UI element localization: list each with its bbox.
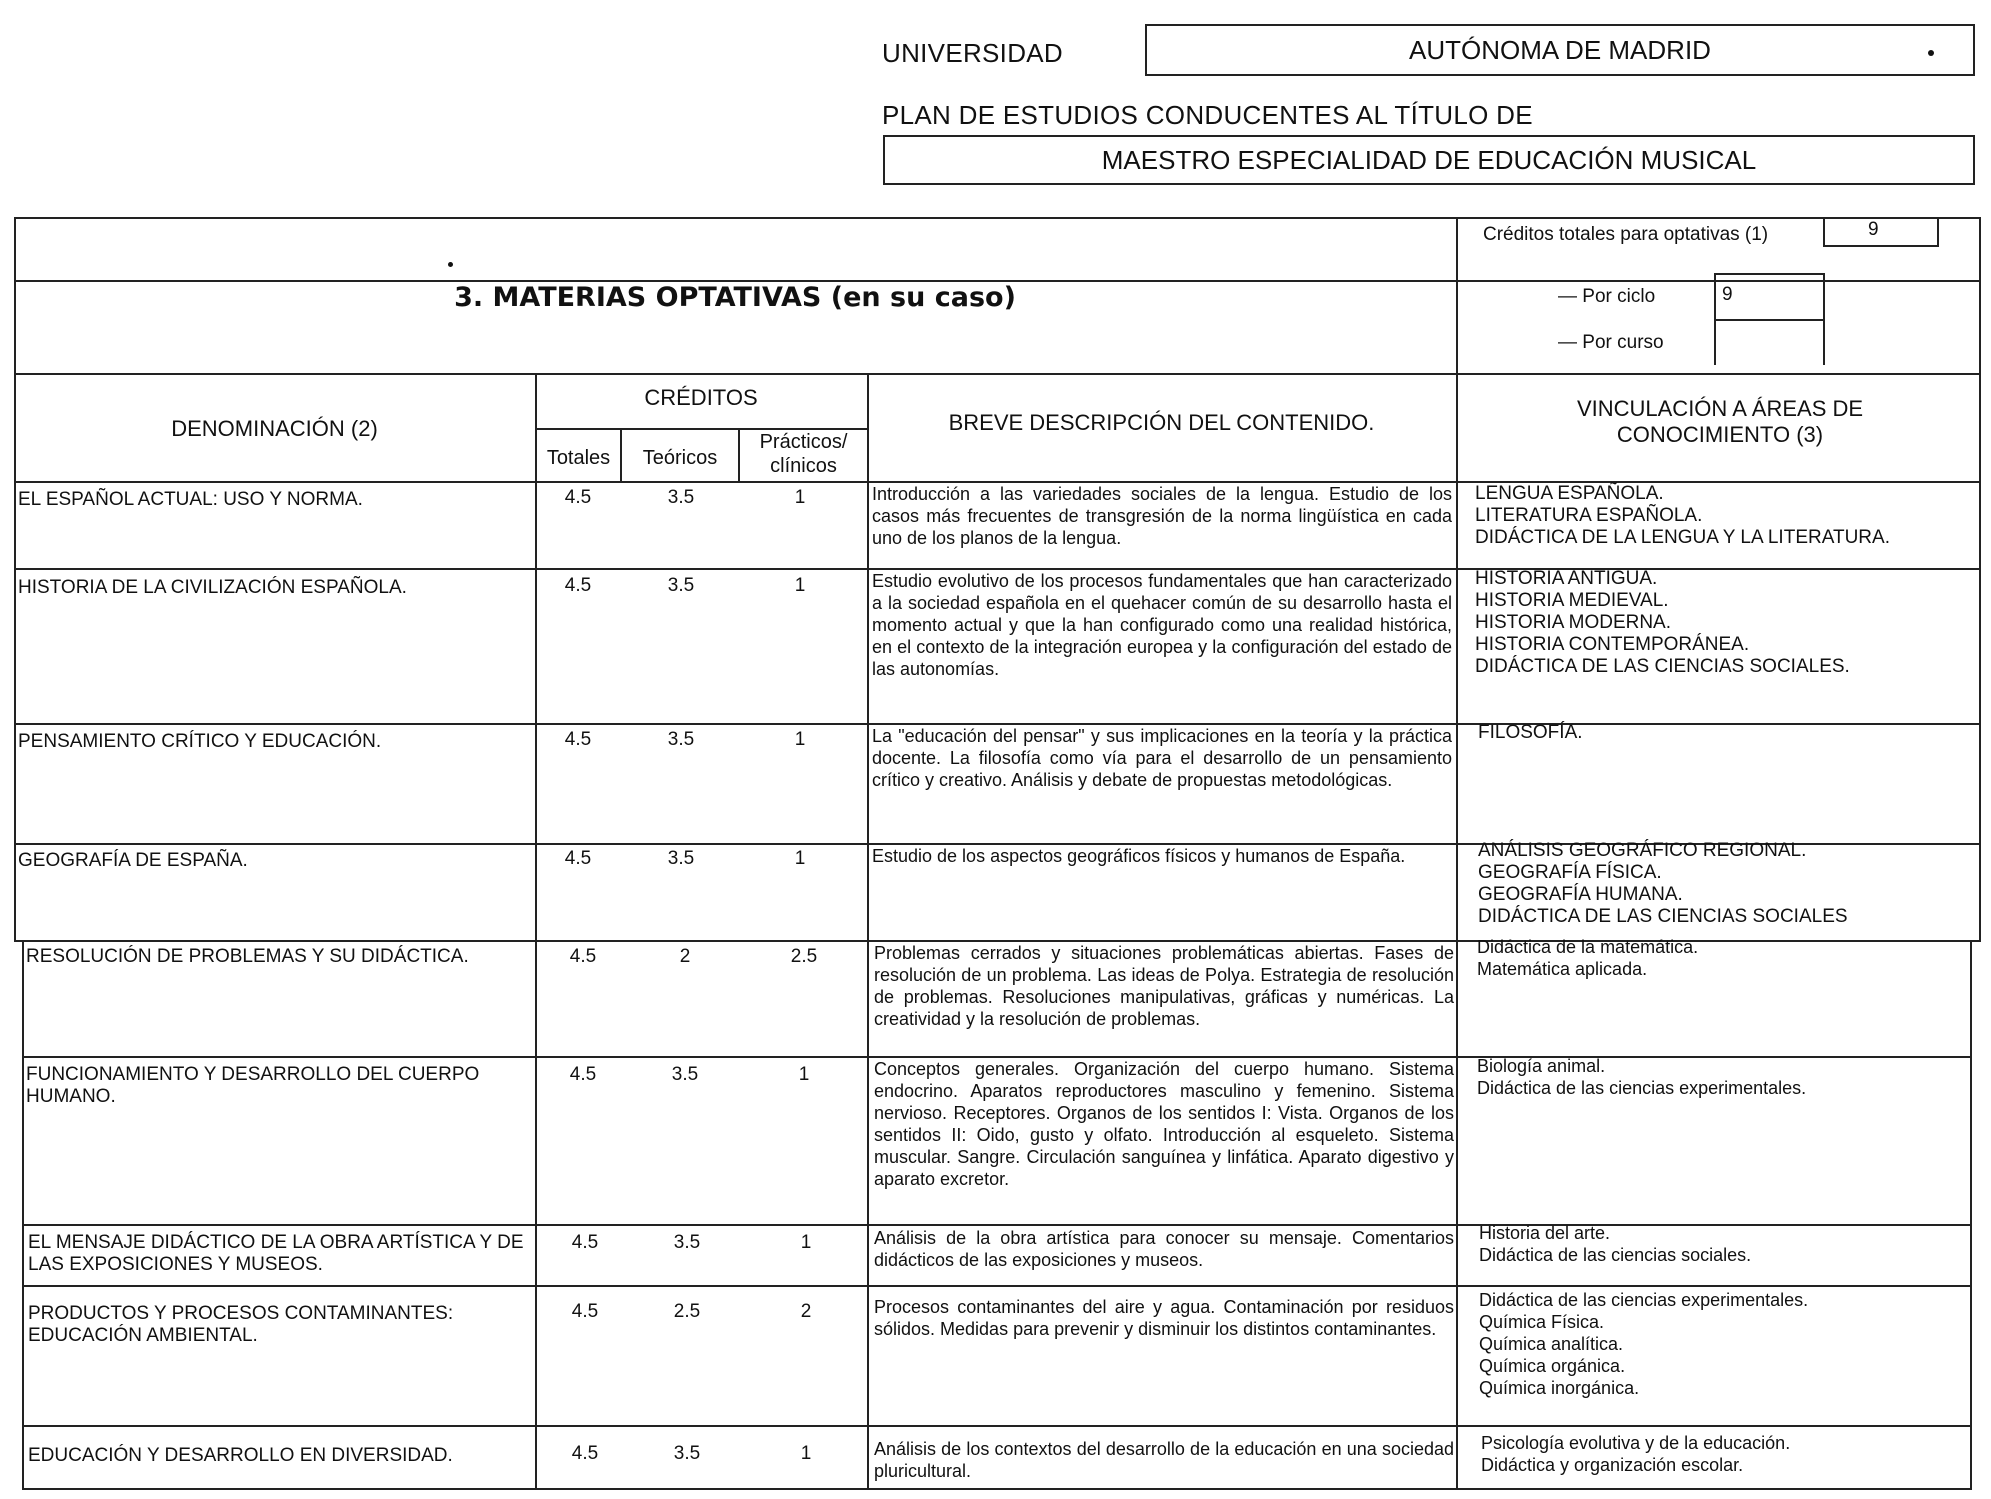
rule bbox=[22, 1285, 1972, 1287]
row-4-name: GEOGRAFÍA DE ESPAÑA. bbox=[18, 850, 248, 871]
section-title: 3. MATERIAS OPTATIVAS (en su caso) bbox=[454, 282, 1016, 313]
row-5-description: Problemas cerrados y situaciones problemáticas abiertas. Fases de resolución de un problema. Las ideas de Polya. Estrategia de resolución de problemas. Resoluciones manipulativas, gráficas y numéricas. La creatividad y la resolución de problemas. bbox=[874, 943, 1454, 1029]
row-3-name: PENSAMIENTO CRÍTICO Y EDUCACIÓN. bbox=[18, 731, 382, 752]
rule bbox=[1979, 217, 1981, 940]
por-curso-label: — Por curso bbox=[1558, 332, 1664, 353]
university-label: UNIVERSIDAD bbox=[882, 38, 1063, 68]
row-7-areas: Historia del arte. Didáctica de las ciencias sociales. bbox=[1479, 1223, 1752, 1265]
row-1-totales: 4.5 bbox=[564, 487, 592, 508]
row-6-totales: 4.5 bbox=[569, 1064, 597, 1085]
col-header-totales: Totales bbox=[546, 447, 611, 469]
row-6-name: FUNCIONAMIENTO Y DESARROLLO DEL CUERPO HUMANO. bbox=[26, 1064, 480, 1107]
row-8-practicos: 2 bbox=[800, 1301, 812, 1322]
row-5-name: RESOLUCIÓN DE PROBLEMAS Y SU DIDÁCTICA. bbox=[26, 946, 469, 967]
row-7-description: Análisis de la obra artística para conocer su mensaje. Comentarios didácticos de las exposiciones y museos. bbox=[874, 1228, 1454, 1270]
row-4-description: Estudio de los aspectos geográficos físicos y humanos de España. bbox=[872, 846, 1406, 866]
row-7-name: EL MENSAJE DIDÁCTICO DE LA OBRA ARTÍSTICA Y DE LAS EXPOSICIONES Y MUSEOS. bbox=[28, 1232, 524, 1275]
row-8-totales: 4.5 bbox=[571, 1301, 599, 1322]
row-6-description: Conceptos generales. Organización del cuerpo humano. Sistema endocrino. Aparatos reproductores masculino y femenino. Sistema nervioso. Receptores. Organos de los sentidos I: Vista. Organos de los sentidos II: Oido, gusto y olfato. Introducción al esqueleto. Sistema muscular. Sangre. Circulación sanguínea y linfática. Aparato digestivo y aparato excretor. bbox=[874, 1059, 1454, 1189]
row-2-teoricos: 3.5 bbox=[667, 575, 695, 596]
row-1-description: Introducción a las variedades sociales de la lengua. Estudio de los casos más frecuentes de transgresión de la norma lingüística en cada uno de los planos de la lengua. bbox=[872, 484, 1452, 548]
row-1-areas: LENGUA ESPAÑOLA. LITERATURA ESPAÑOLA. DIDÁCTICA DE LA LENGUA Y LA LITERATURA. bbox=[1475, 483, 1890, 548]
university-field bbox=[1145, 24, 1975, 76]
rule bbox=[14, 373, 1981, 375]
rule bbox=[1456, 217, 1458, 1489]
row-4-practicos: 1 bbox=[794, 848, 806, 869]
row-9-totales: 4.5 bbox=[571, 1443, 599, 1464]
rule bbox=[867, 373, 869, 1489]
col-header-denominacion: DENOMINACIÓN (2) bbox=[171, 416, 378, 441]
row-2-description: Estudio evolutivo de los procesos fundamentales que han caracterizado a la sociedad española en el quehacer común de su desarrollo hasta el momento actual y que la han configurado como una realidad histórica, en el contexto de la integración europea y la configuración del estado de las autonomías. bbox=[872, 571, 1452, 679]
row-8-areas: Didáctica de las ciencias experimentales. Química Física. Química analítica. Química orgánica. Química inorgánica. bbox=[1479, 1290, 1809, 1398]
row-4-teoricos: 3.5 bbox=[667, 848, 695, 869]
row-1-practicos: 1 bbox=[794, 487, 806, 508]
rule bbox=[22, 940, 24, 1489]
row-5-areas: Didáctica de la matemática. Matemática aplicada. bbox=[1477, 937, 1699, 979]
col-header-practicos: Prácticos/ clínicos bbox=[759, 431, 848, 477]
row-4-areas: ANÁLISIS GEOGRÁFICO REGIONAL. GEOGRAFÍA FÍSICA. GEOGRAFÍA HUMANA. DIDÁCTICA DE LAS CIENCIAS SOCIALES bbox=[1478, 840, 1848, 927]
row-8-description: Procesos contaminantes del aire y agua. Contaminación por residuos sólidos. Medidas para prevenir y disminuir los distintos contaminantes. bbox=[874, 1297, 1454, 1339]
plan-label: PLAN DE ESTUDIOS CONDUCENTES AL TÍTULO DE bbox=[882, 100, 1533, 130]
row-3-teoricos: 3.5 bbox=[667, 729, 695, 750]
row-7-totales: 4.5 bbox=[571, 1232, 599, 1253]
row-2-practicos: 1 bbox=[794, 575, 806, 596]
row-2-areas: HISTORIA ANTIGUA. HISTORIA MEDIEVAL. HISTORIA MODERNA. HISTORIA CONTEMPORÁNEA. DIDÁCTICA DE LAS CIENCIAS SOCIALES. bbox=[1475, 568, 1850, 677]
row-6-practicos: 1 bbox=[798, 1064, 810, 1085]
por-ciclo-value: 9 bbox=[1722, 284, 1733, 305]
row-9-practicos: 1 bbox=[800, 1443, 812, 1464]
col-header-creditos: CRÉDITOS bbox=[644, 385, 758, 410]
row-8-teoricos: 2.5 bbox=[673, 1301, 701, 1322]
rule bbox=[1823, 245, 1939, 247]
rule bbox=[1823, 217, 1825, 247]
degree-title-field bbox=[883, 135, 1975, 185]
rule bbox=[14, 217, 16, 940]
row-1-teoricos: 3.5 bbox=[667, 487, 695, 508]
rule bbox=[1714, 273, 1825, 275]
total-optional-credits-value: 9 bbox=[1868, 219, 1879, 240]
row-7-teoricos: 3.5 bbox=[673, 1232, 701, 1253]
university-value: AUTÓNOMA DE MADRID bbox=[1409, 34, 1711, 65]
row-2-name: HISTORIA DE LA CIVILIZACIÓN ESPAÑOLA. bbox=[18, 577, 407, 598]
row-9-areas: Psicología evolutiva y de la educación. Didáctica y organización escolar. bbox=[1481, 1433, 1791, 1475]
row-2-totales: 4.5 bbox=[564, 575, 592, 596]
row-9-description: Análisis de los contextos del desarrollo de la educación en una sociedad pluricultural. bbox=[874, 1439, 1454, 1481]
rule bbox=[1970, 940, 1972, 1489]
bullet-mark bbox=[448, 262, 453, 267]
row-3-totales: 4.5 bbox=[564, 729, 592, 750]
rule bbox=[22, 1488, 1972, 1490]
row-3-practicos: 1 bbox=[794, 729, 806, 750]
row-5-practicos: 2.5 bbox=[790, 946, 818, 967]
row-9-teoricos: 3.5 bbox=[673, 1443, 701, 1464]
row-4-totales: 4.5 bbox=[564, 848, 592, 869]
rule bbox=[1714, 319, 1825, 321]
row-6-teoricos: 3.5 bbox=[671, 1064, 699, 1085]
col-header-vinculacion: VINCULACIÓN A ÁREAS DE CONOCIMIENTO (3) bbox=[1576, 396, 1864, 447]
rule bbox=[535, 373, 537, 1489]
row-1-name: EL ESPAÑOL ACTUAL: USO Y NORMA. bbox=[18, 489, 363, 510]
col-header-teoricos: Teóricos bbox=[642, 447, 718, 469]
rule bbox=[1937, 217, 1939, 247]
row-5-teoricos: 2 bbox=[679, 946, 691, 967]
rule bbox=[14, 217, 1981, 219]
row-6-areas: Biología animal. Didáctica de las ciencias experimentales. bbox=[1477, 1056, 1807, 1098]
row-8-name: PRODUCTOS Y PROCESOS CONTAMINANTES: EDUCACIÓN AMBIENTAL. bbox=[28, 1303, 454, 1346]
col-header-descripcion: BREVE DESCRIPCIÓN DEL CONTENIDO. bbox=[948, 410, 1375, 435]
bullet-mark bbox=[1928, 50, 1934, 56]
row-3-areas: FILOSOFÍA. bbox=[1478, 722, 1583, 743]
total-optional-credits-label: Créditos totales para optativas (1) bbox=[1483, 224, 1769, 245]
row-9-name: EDUCACIÓN Y DESARROLLO EN DIVERSIDAD. bbox=[28, 1445, 453, 1466]
por-ciclo-label: — Por ciclo bbox=[1558, 286, 1656, 307]
degree-title-value: MAESTRO ESPECIALIDAD DE EDUCACIÓN MUSICAL bbox=[1101, 144, 1757, 175]
row-7-practicos: 1 bbox=[800, 1232, 812, 1253]
row-3-description: La "educación del pensar" y sus implicaciones en la teoría y la práctica docente. La filosofía como vía para el desarrollo de un pensamiento crítico y creativo. Análisis y debate de propuestas metodológicas. bbox=[872, 726, 1452, 790]
row-5-totales: 4.5 bbox=[569, 946, 597, 967]
rule bbox=[22, 1425, 1972, 1427]
